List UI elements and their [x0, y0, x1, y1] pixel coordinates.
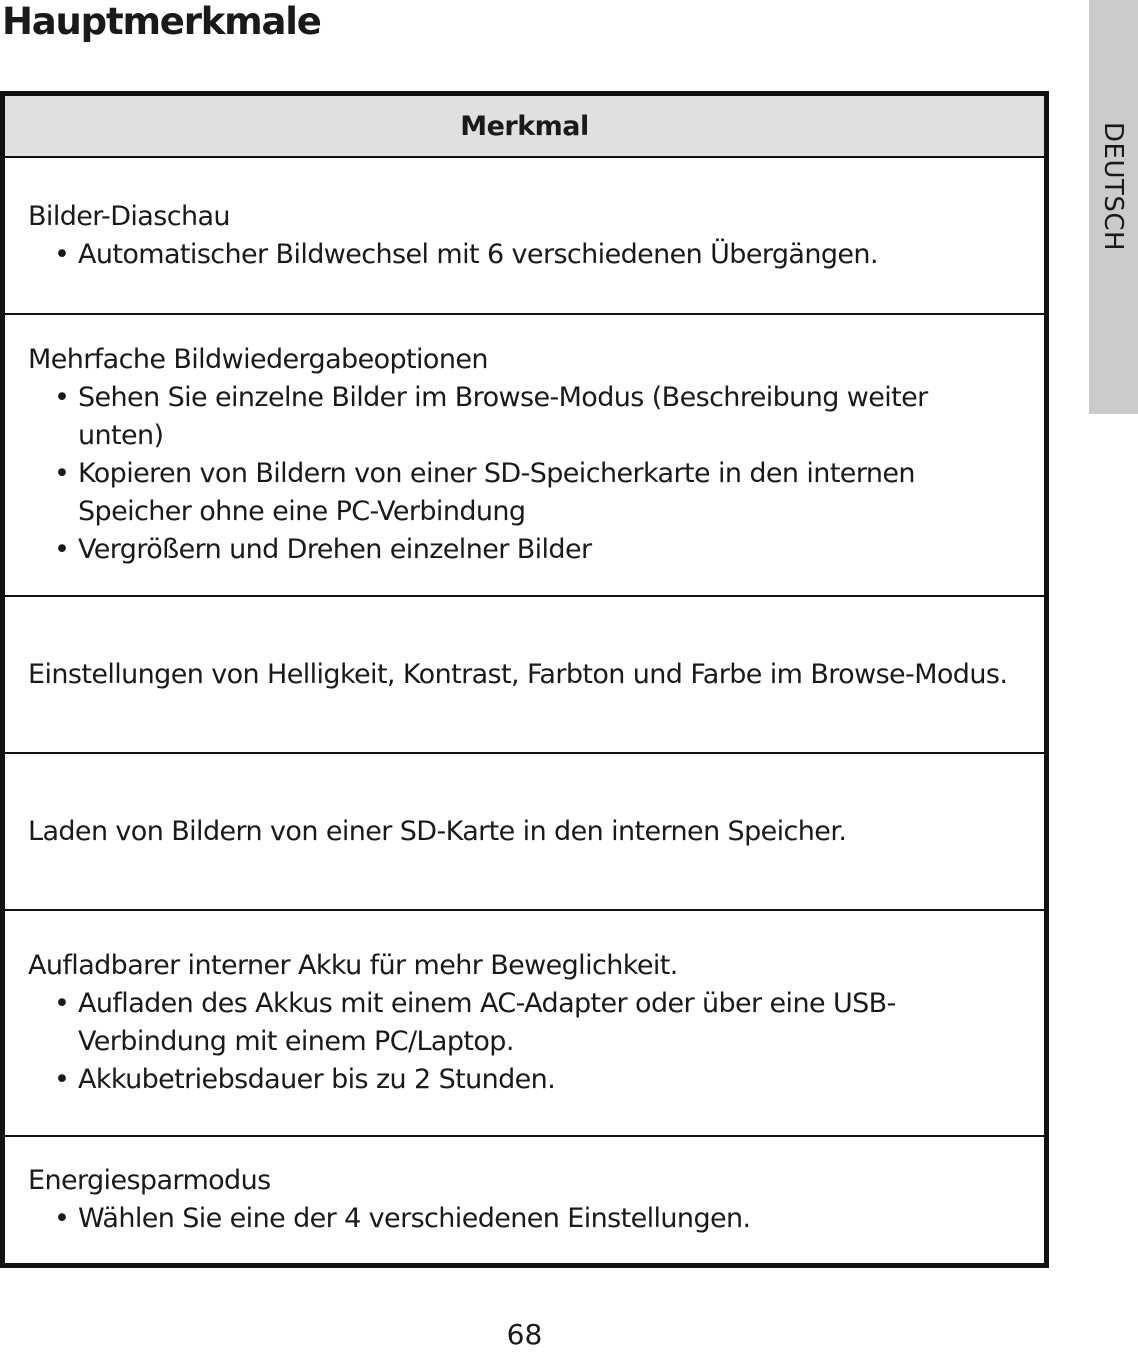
feature-bullet: • Aufladen des Akkus mit einem AC-Adapter oder über eine USB-Verbindung mit einem PC/Laptop. — [28, 985, 1014, 1061]
feature-bullet-list — [28, 236, 1014, 274]
language-tab-label: DEUTSCH — [1098, 122, 1128, 252]
table-header: Merkmal — [5, 96, 1044, 158]
feature-title: Laden von Bildern von einer SD-Karte in den internen Speicher. — [28, 815, 847, 847]
feature-bullet: • Sehen Sie einzelne Bilder im Browse-Modus (Beschreibung weiter unten) — [28, 379, 1014, 455]
feature-row-power-saving — [5, 1137, 1044, 1263]
feature-bullet: • Wählen Sie eine der 4 verschiedenen Einstellungen. — [28, 1200, 1014, 1238]
feature-row-image-settings — [5, 597, 1044, 754]
feature-table — [0, 91, 1049, 1268]
feature-bullet: • Automatischer Bildwechsel mit 6 verschiedenen Übergängen. — [28, 236, 1014, 274]
feature-title: Energiesparmodus — [28, 1165, 271, 1196]
feature-title: Aufladbarer interner Akku für mehr Beweglichkeit. — [28, 950, 678, 981]
feature-title: Einstellungen von Helligkeit, Kontrast, Farbton und Farbe im Browse-Modus. — [28, 658, 1008, 690]
page-number: 68 — [506, 1318, 543, 1351]
page-title: Hauptmerkmale — [2, 0, 321, 43]
feature-row-playback-options — [5, 315, 1044, 597]
feature-bullet-list — [28, 379, 1014, 569]
feature-row-load-images — [5, 754, 1044, 911]
feature-bullet: • Akkubetriebsdauer bis zu 2 Stunden. — [28, 1061, 1014, 1099]
feature-title: Bilder-Diaschau — [28, 200, 230, 232]
feature-bullet-list — [28, 985, 1014, 1099]
feature-row-battery — [5, 911, 1044, 1137]
feature-title: Mehrfache Bildwiedergabeoptionen — [28, 344, 488, 375]
feature-bullet-list — [28, 1200, 1014, 1238]
feature-bullet: • Vergrößern und Drehen einzelner Bilder — [28, 531, 1014, 569]
feature-bullet: • Kopieren von Bildern von einer SD-Speicherkarte in den internen Speicher ohne eine PC-Verbindung — [28, 455, 1014, 531]
feature-row-slideshow — [5, 158, 1044, 315]
